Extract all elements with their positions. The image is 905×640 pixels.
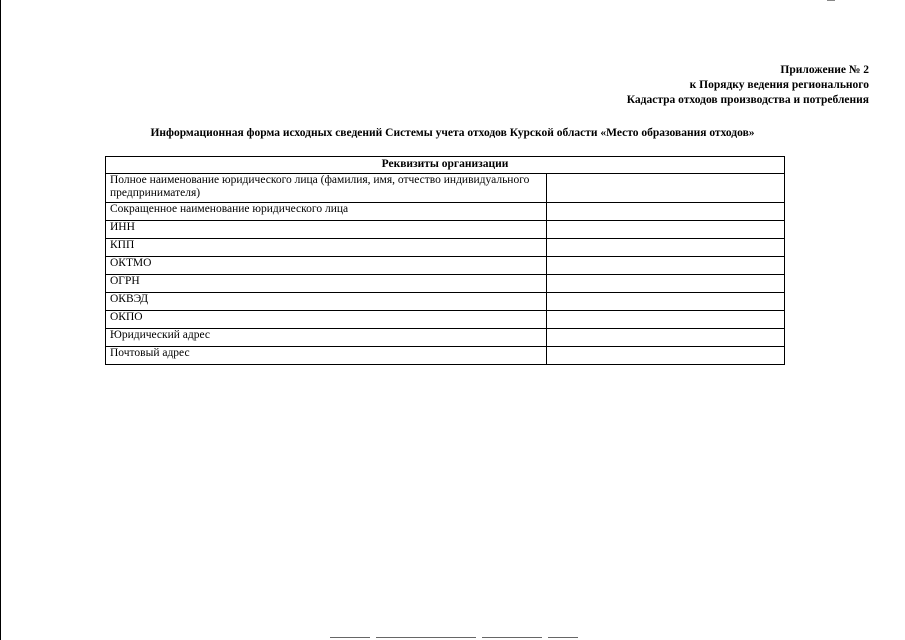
row-value-full-name[interactable] (547, 174, 785, 203)
scan-mark (482, 637, 542, 638)
page-left-edge (0, 0, 1, 640)
row-label-short-name: Сокращенное наименование юридического лица (106, 203, 547, 221)
appendix-header (627, 63, 869, 108)
row-value-postal-address[interactable] (547, 347, 785, 365)
row-okpo (106, 311, 785, 329)
row-postal-address (106, 347, 785, 365)
row-short-name (106, 203, 785, 221)
row-value-okved[interactable] (547, 293, 785, 311)
row-value-kpp[interactable] (547, 239, 785, 257)
row-label-inn: ИНН (106, 221, 547, 239)
scan-mark (376, 637, 476, 638)
row-full-name (106, 174, 785, 203)
row-ogrn (106, 275, 785, 293)
row-legal-address (106, 329, 785, 347)
row-okved (106, 293, 785, 311)
row-value-okpo[interactable] (547, 311, 785, 329)
row-oktmo (106, 257, 785, 275)
row-label-postal-address: Почтовый адрес (106, 347, 547, 365)
row-label-okved: ОКВЭД (106, 293, 547, 311)
table-header: Реквизиты организации (106, 157, 785, 174)
organization-requisites-table (105, 156, 785, 365)
appendix-cadastre: Кадастра отходов производства и потребления (626, 94, 869, 106)
row-label-kpp: КПП (106, 239, 547, 257)
row-label-ogrn: ОГРН (106, 275, 547, 293)
row-label-okpo: ОКПО (106, 311, 547, 329)
row-label-full-name: Полное наименование юридического лица (фамилия, имя, отчество индивидуального предпринимателя) (106, 174, 547, 203)
appendix-number: Приложение № 2 (780, 64, 869, 76)
row-value-oktmo[interactable] (547, 257, 785, 275)
scan-footer-marks (330, 637, 578, 638)
table-header-row (106, 157, 785, 174)
appendix-reference: к Порядку ведения регионального (689, 79, 869, 91)
row-kpp (106, 239, 785, 257)
row-value-short-name[interactable] (547, 203, 785, 221)
scan-corner-mark (827, 0, 835, 1)
form-title: Информационная форма исходных сведений Системы учета отходов Курской области «Место образования отходов» (150, 127, 755, 139)
row-label-oktmo: ОКТМО (106, 257, 547, 275)
row-inn (106, 221, 785, 239)
row-value-ogrn[interactable] (547, 275, 785, 293)
row-value-legal-address[interactable] (547, 329, 785, 347)
scan-mark (548, 637, 578, 638)
row-label-legal-address: Юридический адрес (106, 329, 547, 347)
scan-mark (330, 637, 370, 638)
row-value-inn[interactable] (547, 221, 785, 239)
